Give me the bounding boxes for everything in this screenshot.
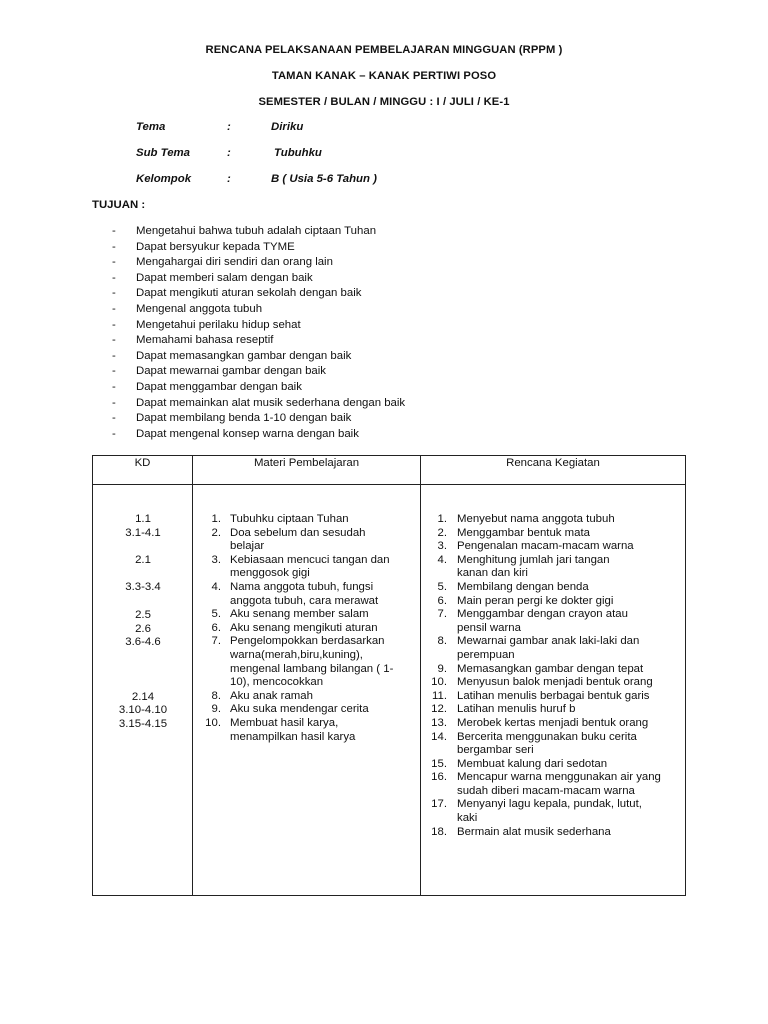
list-item: [427, 513, 683, 527]
materi-list: [201, 513, 413, 744]
kd-code: 3.15-4.15: [118, 718, 168, 730]
goal-text: Mengahargai diri sendiri dan orang lain: [136, 256, 333, 269]
item-number: 3.: [211, 553, 221, 566]
semester-line: SEMESTER / BULAN / MINGGU : I / JULI / KE-1: [258, 96, 510, 108]
info-separator: :: [227, 173, 231, 185]
item-number: 6.: [437, 594, 447, 607]
list-item: [201, 581, 413, 608]
item-number: 8.: [437, 635, 447, 648]
item-text: Main peran pergi ke dokter gigi: [457, 594, 614, 607]
list-item: [427, 703, 683, 717]
kd-code: 3.6-4.6: [125, 636, 161, 648]
item-text: Mewarnai gambar anak laki-laki dan perempuan: [457, 635, 640, 661]
list-item: [112, 364, 405, 380]
info-label: Kelompok: [136, 173, 192, 185]
list-item: [112, 380, 405, 396]
list-item: [201, 554, 413, 581]
header-rencana: Rencana Kegiatan: [421, 456, 686, 485]
list-item: [427, 798, 683, 825]
item-number: 15.: [431, 757, 447, 770]
item-number: 1.: [437, 513, 447, 525]
list-item: [201, 608, 413, 622]
list-item: [427, 581, 683, 595]
item-number: 7.: [211, 635, 221, 648]
goal-text: Dapat bersyukur kepada TYME: [136, 240, 295, 253]
list-dash: -: [112, 396, 116, 409]
item-text: Latihan menulis huruf b: [457, 703, 576, 716]
list-item: [427, 663, 683, 677]
list-dash: -: [112, 225, 116, 237]
school-name: TAMAN KANAK – KANAK PERTIWI POSO: [271, 70, 497, 82]
goal-text: Mengenal anggota tubuh: [136, 302, 263, 315]
kd-code: 3.1-4.1: [125, 527, 161, 539]
list-item: [427, 758, 683, 772]
list-item: [112, 411, 405, 427]
item-text: Menggambar bentuk mata: [457, 526, 590, 539]
table-header-row: [93, 456, 686, 485]
item-text: Aku senang mengikuti aturan: [230, 621, 378, 634]
kd-code: 1.1: [135, 513, 151, 525]
item-text: Membilang dengan benda: [457, 580, 589, 593]
item-number: 12.: [431, 703, 447, 716]
item-number: 8.: [211, 689, 221, 702]
list-item: [427, 826, 683, 840]
kd-code: 3.10-4.10: [118, 704, 168, 716]
list-item: [201, 513, 413, 527]
rencana-cell: [421, 485, 686, 896]
list-item: [201, 622, 413, 636]
list-item: [112, 286, 405, 302]
item-text: Bermain alat musik sederhana: [457, 825, 611, 838]
item-text: Latihan menulis berbagai bentuk garis: [457, 689, 650, 702]
kd-code: 2.6: [135, 623, 151, 635]
list-dash: -: [112, 427, 116, 440]
list-item: [112, 224, 405, 240]
item-number: 3.: [437, 540, 447, 553]
list-item: [427, 676, 683, 690]
item-number: 1.: [211, 513, 221, 525]
item-text: Kebiasaan mencuci tangan dan menggosok gigi: [230, 553, 390, 580]
rencana-list: [427, 513, 683, 839]
list-dash: -: [112, 302, 116, 315]
item-text: Menggambar dengan crayon atau pensil warna: [457, 608, 628, 634]
tujuan-heading: TUJUAN :: [92, 199, 146, 211]
info-label: Tema: [136, 121, 166, 133]
list-dash: -: [112, 365, 116, 378]
goal-text: Memahami bahasa reseptif: [136, 334, 274, 347]
list-item: [112, 255, 405, 271]
table-row: [93, 485, 686, 896]
item-text: Memasangkan gambar dengan tepat: [457, 662, 644, 675]
list-item: [201, 635, 413, 689]
item-text: Menyanyi lagu kepala, pundak, lutut, kaki: [457, 798, 642, 825]
header-materi: Materi Pembelajaran: [193, 456, 421, 485]
list-item: [201, 690, 413, 704]
item-number: 6.: [211, 621, 221, 634]
item-text: Aku suka mendengar cerita: [230, 703, 369, 716]
kd-code: 2.14: [131, 691, 155, 703]
goal-text: Dapat memainkan alat musik sederhana dengan baik: [136, 396, 406, 409]
item-text: Membuat kalung dari sedotan: [457, 757, 608, 770]
item-text: Doa sebelum dan sesudah belajar: [230, 526, 366, 553]
kd-code: 2.1: [135, 554, 151, 566]
goal-text: Dapat mengenal konsep warna dengan baik: [136, 427, 359, 440]
list-item: [427, 717, 683, 731]
item-number: 2.: [211, 526, 221, 539]
info-value: Diriku: [271, 121, 304, 133]
list-item: [427, 595, 683, 609]
list-item: [427, 554, 683, 581]
item-text: Pengelompokkan berdasarkan warna(merah,biru,kuning), mengenal lambang bilangan ( 1-10), mencocokkan: [230, 635, 394, 689]
list-item: [427, 771, 683, 798]
list-dash: -: [112, 334, 116, 347]
list-dash: -: [112, 240, 116, 253]
header-kd: KD: [93, 456, 193, 485]
info-value: B ( Usia 5-6 Tahun ): [271, 173, 377, 185]
document-title: RENCANA PELAKSANAAN PEMBELAJARAN MINGGUAN (RPPM ): [205, 44, 563, 56]
list-dash: -: [112, 287, 116, 300]
list-item: [201, 703, 413, 717]
list-item: [201, 527, 413, 554]
item-text: Pengenalan macam-macam warna: [457, 540, 634, 553]
list-item: [427, 635, 683, 662]
item-number: 5.: [211, 608, 221, 621]
list-item: [427, 731, 683, 758]
item-number: 9.: [437, 662, 447, 675]
item-number: 13.: [431, 716, 447, 729]
list-item: [201, 717, 413, 744]
kd-cell: [93, 485, 193, 896]
item-number: 2.: [437, 526, 447, 539]
goal-text: Dapat mewarnai gambar dengan baik: [136, 365, 326, 378]
item-text: Tubuhku ciptaan Tuhan: [230, 513, 349, 525]
goal-text: Dapat memberi salam dengan baik: [136, 271, 313, 284]
list-item: [427, 608, 683, 635]
goal-text: Mengetahui bahwa tubuh adalah ciptaan Tuhan: [136, 225, 377, 237]
item-text: Menyusun balok menjadi bentuk orang: [457, 676, 653, 689]
item-number: 5.: [437, 580, 447, 593]
goal-text: Dapat memasangkan gambar dengan baik: [136, 349, 352, 362]
list-item: [112, 271, 405, 287]
item-text: Aku senang member salam: [230, 608, 369, 621]
info-value: Tubuhku: [274, 147, 322, 159]
item-text: Menghitung jumlah jari tangan kanan dan kiri: [457, 553, 610, 580]
item-text: Bercerita menggunakan buku cerita bergambar seri: [457, 730, 637, 757]
goals-list: [112, 224, 405, 442]
item-number: 17.: [431, 798, 447, 811]
info-separator: :: [227, 121, 231, 133]
list-dash: -: [112, 318, 116, 331]
info-label: Sub Tema: [136, 147, 191, 159]
item-number: 4.: [437, 553, 447, 566]
kd-code: 2.5: [135, 609, 151, 621]
item-number: 10.: [431, 676, 447, 689]
item-number: 7.: [437, 608, 447, 621]
item-number: 11.: [432, 689, 447, 702]
list-item: [112, 427, 405, 443]
list-item: [427, 690, 683, 704]
list-dash: -: [112, 271, 116, 284]
list-dash: -: [112, 380, 116, 393]
item-text: Membuat hasil karya, menampilkan hasil karya: [230, 716, 356, 743]
list-dash: -: [112, 256, 116, 269]
list-item: [427, 527, 683, 541]
materi-cell: [193, 485, 421, 896]
info-separator: :: [227, 147, 231, 159]
list-item: [112, 318, 405, 334]
list-item: [112, 302, 405, 318]
list-item: [112, 349, 405, 365]
goal-text: Dapat membilang benda 1-10 dengan baik: [136, 412, 352, 425]
item-number: 18.: [431, 825, 447, 838]
item-number: 4.: [211, 580, 221, 593]
item-number: 9.: [211, 703, 221, 716]
goal-text: Mengetahui perilaku hidup sehat: [136, 318, 301, 331]
list-item: [112, 333, 405, 349]
item-text: Nama anggota tubuh, fungsi anggota tubuh, cara merawat: [230, 580, 379, 607]
item-text: Merobek kertas menjadi bentuk orang: [457, 716, 649, 729]
item-number: 10.: [205, 716, 221, 729]
list-item: [112, 396, 405, 412]
goal-text: Dapat mengikuti aturan sekolah dengan baik: [136, 287, 362, 300]
goal-text: Dapat menggambar dengan baik: [136, 380, 302, 393]
item-number: 16.: [431, 771, 447, 784]
kd-code: 3.3-3.4: [125, 581, 161, 593]
item-text: Aku anak ramah: [230, 689, 313, 702]
list-dash: -: [112, 349, 116, 362]
list-item: [112, 240, 405, 256]
item-text: Menyebut nama anggota tubuh: [457, 513, 615, 525]
item-text: Mencapur warna menggunakan air yang sudah diberi macam-macam warna: [457, 771, 661, 797]
rppm-table: [92, 455, 686, 896]
item-number: 14.: [431, 730, 447, 743]
list-item: [427, 540, 683, 554]
list-dash: -: [112, 412, 116, 425]
